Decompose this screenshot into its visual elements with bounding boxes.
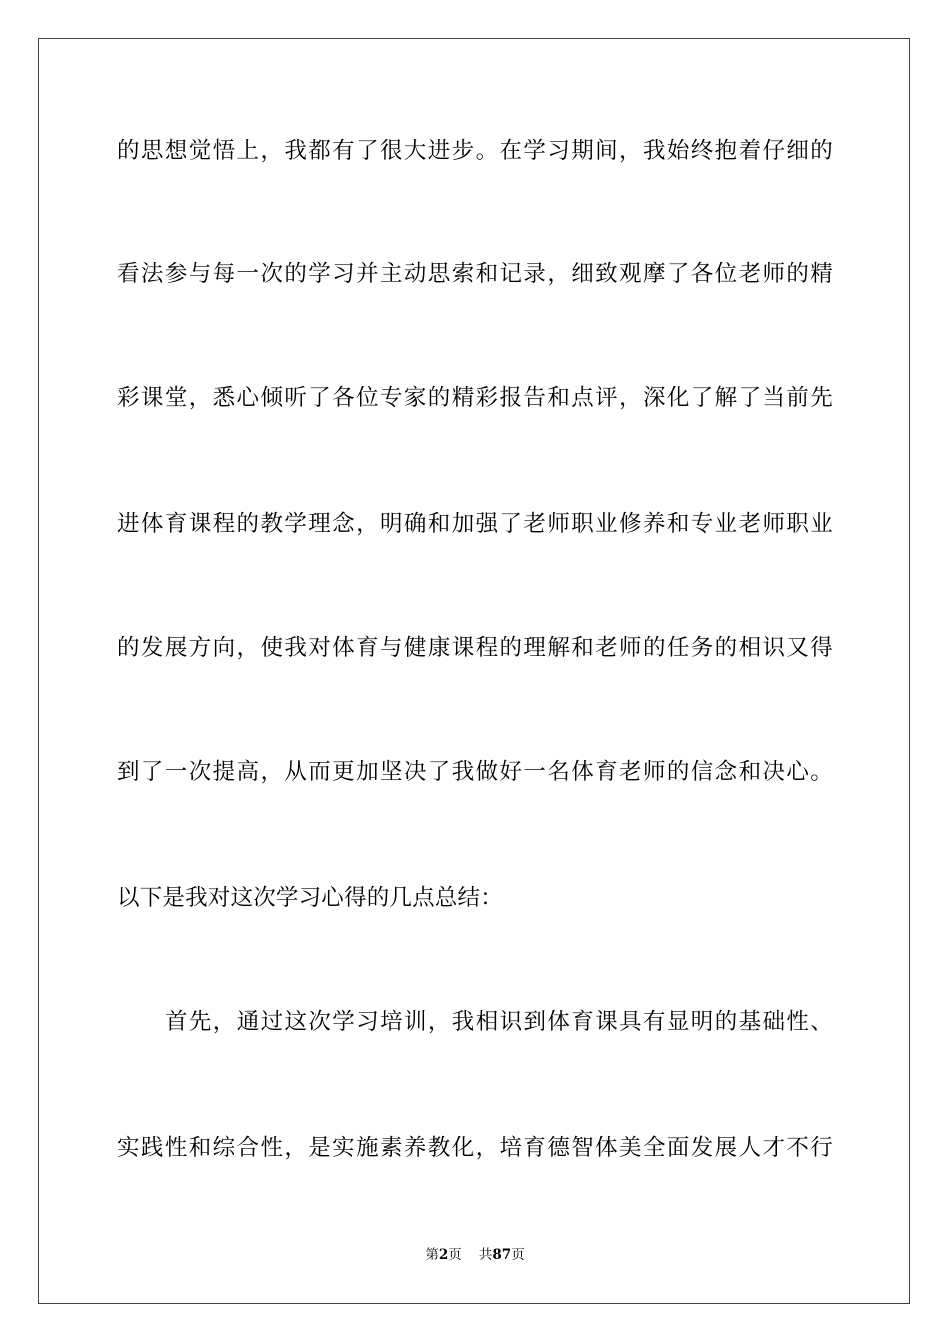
total-prefix: 共 — [478, 1247, 493, 1263]
body-text-line: 到了一次提高，从而更加坚决了我做好一名体育老师的信念和决心。 — [117, 759, 833, 785]
total-pages: 87 — [492, 1247, 512, 1263]
page-frame — [38, 38, 910, 1304]
page-footer — [0, 1246, 950, 1264]
body-text-line: 的发展方向，使我对体育与健康课程的理解和老师的任务的相识又得 — [117, 635, 833, 661]
page-suffix: 页 — [448, 1247, 462, 1263]
body-text-line: 彩课堂，悉心倾听了各位专家的精彩报告和点评，深化了解了当前先 — [117, 385, 833, 411]
body-text-line: 看法参与每一次的学习并主动思索和记录，细致观摩了各位老师的精 — [117, 261, 833, 287]
paragraph-first-line: 首先，通过这次学习培训，我相识到体育课具有显明的基础性、 — [165, 1009, 833, 1035]
page-prefix: 第 — [425, 1247, 439, 1263]
page-number: 2 — [438, 1247, 449, 1263]
body-text-line: 实践性和综合性，是实施素养教化，培育德智体美全面发展人才不行 — [117, 1135, 833, 1161]
body-text-line: 的思想觉悟上，我都有了很大进步。在学习期间，我始终抱着仔细的 — [117, 138, 833, 164]
body-text-line: 以下是我对这次学习心得的几点总结： — [117, 885, 503, 911]
body-text-line: 进体育课程的教学理念，明确和加强了老师职业修养和专业老师职业 — [117, 511, 833, 537]
total-suffix: 页 — [511, 1247, 525, 1263]
